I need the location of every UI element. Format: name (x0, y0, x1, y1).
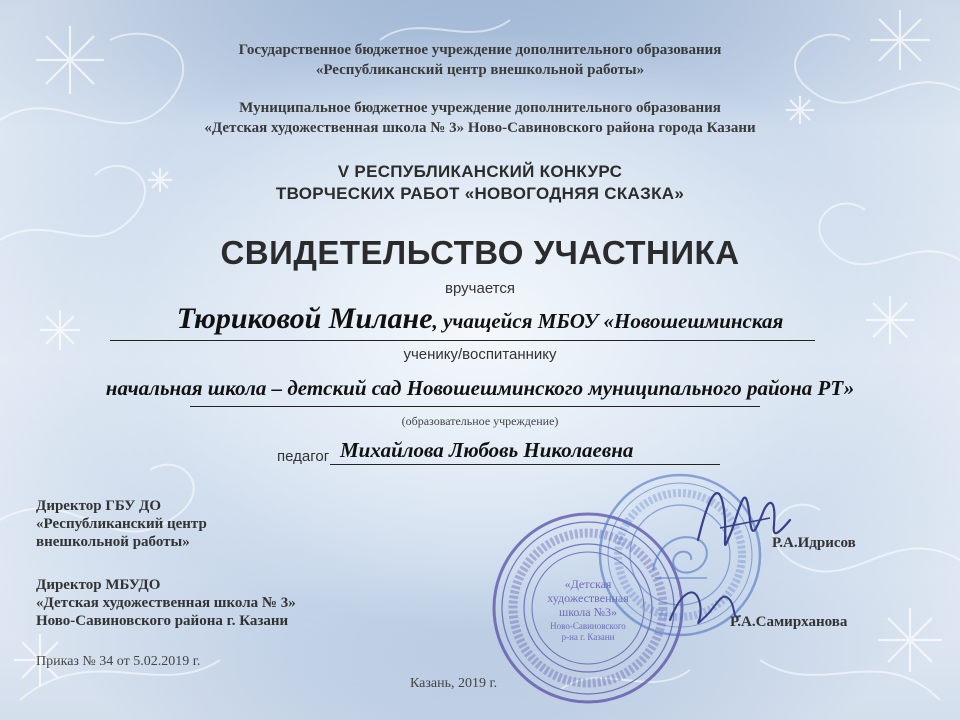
contest-line1: V РЕСПУБЛИКАНСКИЙ КОНКУРС (337, 162, 623, 181)
signature-samirkhanova (660, 560, 750, 650)
school-caption: (образовательное учреждение) (401, 414, 559, 428)
recipient-name: Тюриковой Милане (176, 302, 433, 335)
stamp-line4: Ново-Савиновского (550, 621, 626, 631)
director1-line3: внешкольной работы» (36, 534, 190, 550)
recipient-rest: , учащейся МБОУ «Новошешминская (432, 309, 784, 333)
director1-block (36, 497, 207, 551)
director2-line2: «Детская художественная школа № 3» (36, 595, 296, 611)
org2-line2: «Детская художественная школа № 3» Ново-Савиновского района города Казани (204, 120, 756, 136)
stamp-line5: р-на г. Казани (561, 632, 615, 642)
recipient-row (0, 302, 960, 336)
awarded-label: вручается (445, 280, 515, 297)
org1-line1: Государственное бюджетное учреждение дополнительного образования (238, 42, 722, 58)
director2-block (36, 576, 296, 630)
place-date: Казань, 2019 г. (410, 676, 498, 691)
order-number: Приказ № 34 от 5.02.2019 г. (36, 654, 201, 669)
contest-line2: ТВОРЧЕСКИХ РАБОТ «НОВОГОДНЯЯ СКАЗКА» (275, 184, 685, 203)
org2-line1: Муниципальное бюджетное учреждение дополнительного образования (239, 100, 721, 116)
director1-line1: Директор ГБУ ДО (36, 498, 162, 514)
director2-line1: Директор МБУДО (36, 577, 161, 593)
stamp-line1: «Детская (564, 577, 612, 591)
director2-name: Р.А.Самирханова (730, 614, 848, 630)
stamp-line2: художественная (547, 591, 629, 605)
school-underline (190, 406, 760, 407)
recipient-caption: ученику/воспитаннику (403, 346, 557, 363)
teacher-name: Михайлова Любовь Николаевна (340, 438, 634, 462)
director2-line3: Ново-Савиновского района г. Казани (36, 613, 289, 629)
org1-line2: «Республиканский центр внешкольной работы» (315, 62, 645, 78)
director1-line2: «Республиканский центр (36, 516, 207, 532)
director1-name: Р.А.Идрисов (772, 535, 856, 551)
certificate-title: СВИДЕТЕЛЬСТВО УЧАСТНИКА (220, 234, 740, 271)
recipient-underline (110, 340, 815, 341)
stamp-line3: школа №3» (558, 605, 618, 619)
teacher-underline (330, 464, 720, 465)
teacher-label: педагог (277, 448, 330, 465)
school-name: начальная школа – детский сад Новошешминского муниципального района РТ» (105, 376, 855, 400)
